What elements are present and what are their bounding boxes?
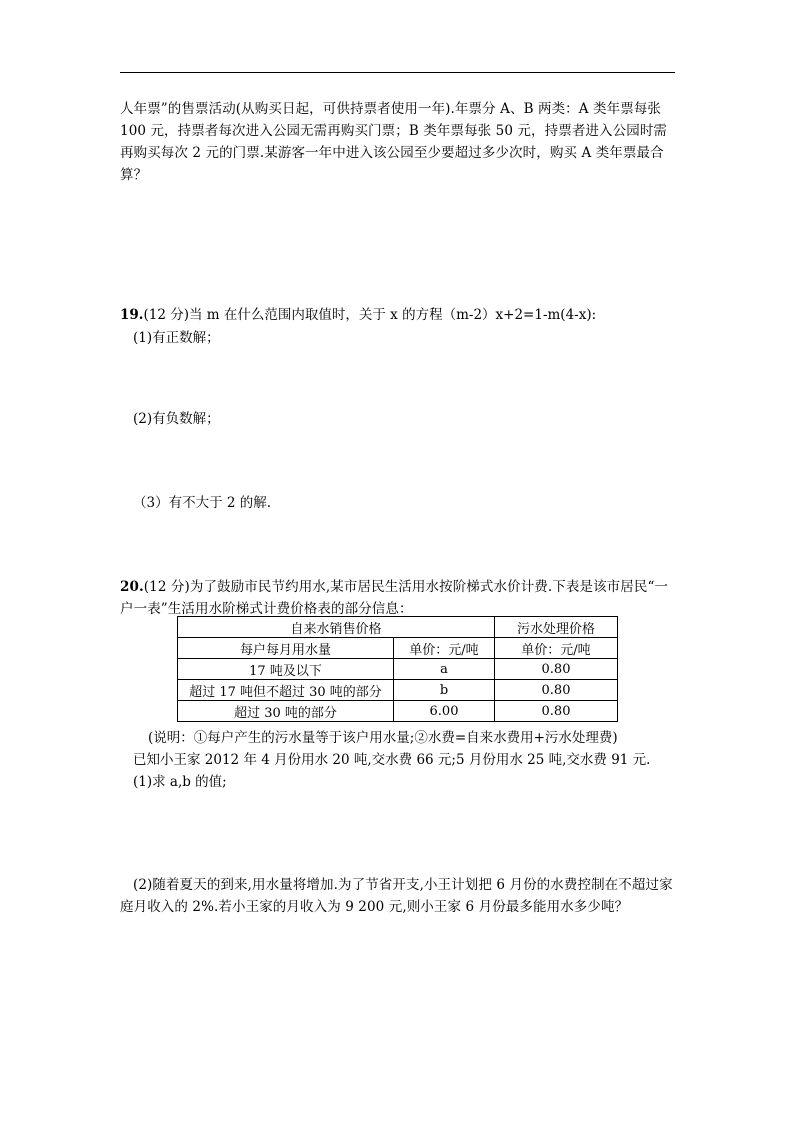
row-sewage: 0.80 bbox=[495, 659, 618, 680]
row-range: 超过 30 吨的部分 bbox=[178, 701, 394, 722]
table-row bbox=[178, 680, 618, 701]
row-sewage: 0.80 bbox=[495, 701, 618, 722]
q20-note: (说明：①每户产生的污水量等于该户用水量;②水费=自来水费用+污水处理费) bbox=[148, 730, 618, 746]
q19-part3: （3）有不大于 2 的解. bbox=[133, 495, 272, 511]
q19-part1: (1)有正数解； bbox=[133, 330, 220, 346]
q20-number: 20. bbox=[120, 579, 144, 595]
row-price: a bbox=[394, 659, 495, 680]
header-rule bbox=[120, 72, 675, 73]
q19-number: 19. bbox=[120, 307, 144, 323]
subheader-usage: 每户每月用水量 bbox=[178, 638, 394, 659]
q20-stem bbox=[120, 576, 676, 620]
subheader-sewage-unit-price: 单价：元/吨 bbox=[495, 638, 618, 659]
header-tap-water-price: 自来水销售价格 bbox=[178, 617, 495, 638]
row-range: 超过 17 吨但不超过 30 吨的部分 bbox=[178, 680, 394, 701]
q20-part2: (2)随着夏天的到来,用水量将增加.为了节省开支,小王计划把 6 月份的水费控制在不超过家庭月收入的 2%.若小王家的月收入为 9 200 元,则小王家 6 月份最多能用水多少吨？ bbox=[120, 877, 673, 915]
q19-stem-text: (12 分)当 m 在什么范围内取值时，关于 x 的方程（m-2）x+2=1-m(4-x): bbox=[143, 307, 597, 323]
q20-part1: (1)求 a,b 的值; bbox=[133, 774, 227, 790]
q20-given: 已知小王家 2012 年 4 月份用水 20 吨,交水费 66 元;5 月份用水 25 吨,交水费 91 元. bbox=[133, 752, 651, 768]
row-price: 6.00 bbox=[394, 701, 495, 722]
q20-stem-text: (12 分)为了鼓励市民节约用水,某市居民生活用水按阶梯式水价计费.下表是该市居民“一户一表”生活用水阶梯式计费价格表的部分信息： bbox=[120, 579, 669, 617]
subheader-unit-price: 单价：元/吨 bbox=[394, 638, 495, 659]
table-row bbox=[178, 701, 618, 722]
q18-text: 人年票”的售票活动(从购买日起，可供持票者使用一年).年票分 A、B 两类：A 类年票每张 100 元，持票者每次进入公园无需再购买门票；B 类年票每张 50 元，持票者进入公园时需再购买每次 2 元的门票.某游客一年中进入该公园至少要超过多少次时，购买 A 类年票最合算？ bbox=[120, 101, 668, 183]
q19-stem bbox=[120, 305, 596, 325]
row-price: b bbox=[394, 680, 495, 701]
table-row bbox=[178, 659, 618, 680]
q19-part2: (2)有负数解； bbox=[133, 411, 220, 427]
row-sewage: 0.80 bbox=[495, 680, 618, 701]
header-sewage-price: 污水处理价格 bbox=[495, 617, 618, 638]
row-range: 17 吨及以下 bbox=[178, 659, 394, 680]
water-price-table bbox=[177, 616, 618, 722]
